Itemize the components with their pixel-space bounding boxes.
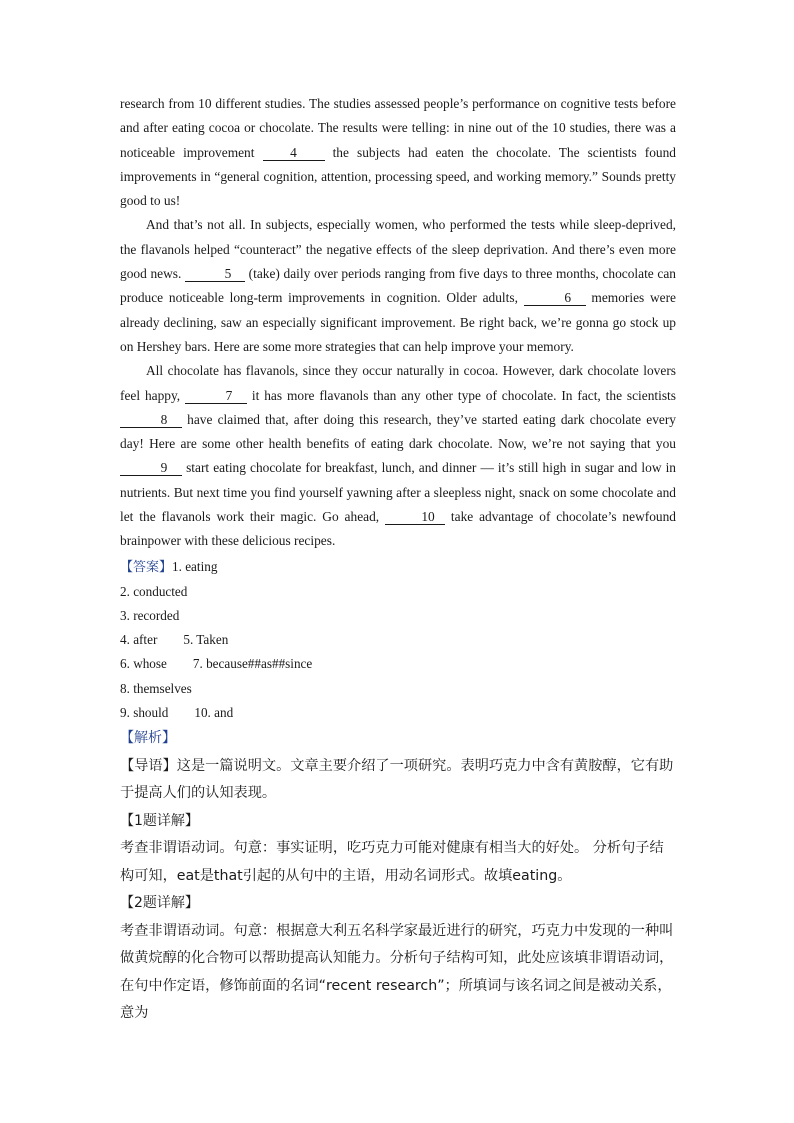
passage-text: take advantage of chocolate’s newfound brainpower with these delicious recipes. xyxy=(120,509,676,549)
blank-6: 6 xyxy=(524,290,586,306)
answer-key xyxy=(120,555,676,725)
analysis-section xyxy=(120,725,676,1028)
passage-text: have claimed that, after doing this research, they’ve started eating dark chocolate every day! Here are some other health benefits of eating dark chocolate. Now, we’re not saying that you xyxy=(120,411,676,452)
document-page xyxy=(120,92,676,1028)
blank-8: 8 xyxy=(120,412,182,428)
passage-text: And that’s not all. In subjects, especially women, who performed the tests while sleep-deprived, the flavanols helped “counteract” the negative effects of the sleep deprivation. And there’s even more good news. xyxy=(120,217,676,282)
answer-5: 5. Taken xyxy=(183,632,229,648)
answer-3: 3. recorded xyxy=(120,608,180,624)
answer-7: 7. because##as##since xyxy=(192,656,313,672)
answer-10: 10. and xyxy=(194,704,234,720)
passage-text: All chocolate has flavanols, since they occur naturally in cocoa. However, dark chocolate lovers feel happy, xyxy=(120,363,676,403)
answer-label: 【答案】 xyxy=(120,559,173,575)
blank-10: 10 xyxy=(385,509,445,525)
answer-9: 9. should xyxy=(120,704,169,720)
answer-1: 1. eating xyxy=(172,558,218,574)
cloze-passage xyxy=(120,92,676,554)
blank-7: 7 xyxy=(185,388,247,404)
passage-text: research from 10 different studies. The studies assessed people’s performance on cognitive tests before and after eating cocoa or chocolate. The results were telling: in nine out of the 10 studies, there was a noticeable improvement xyxy=(120,96,676,160)
paragraph-2 xyxy=(120,213,676,359)
passage-text: start eating chocolate for breakfast, lunch, and dinner — it’s still high in sugar and low in nutrients. But next time you find yourself yawning after a sleepless night, snack on some chocolate and let the flavanols work their magic. Go ahead, xyxy=(120,460,676,525)
blank-9: 9 xyxy=(120,460,182,476)
intro-label: 【导语】 xyxy=(120,757,177,774)
q2-heading: 【2题详解】 xyxy=(120,895,199,912)
passage-text: the subjects had eaten the chocolate. The scientists found improvements in “general cognition, attention, processing speed, and working memory.” Sounds pretty good to us! xyxy=(120,144,676,209)
intro-text: 这是一篇说明文。文章主要介绍了一项研究。表明巧克力中含有黄胺醇，它有助于提高人们的认知表现。 xyxy=(120,757,674,802)
paragraph-3 xyxy=(120,359,676,553)
q1-explanation: 考查非谓语动词。句意：事实证明，吃巧克力可能对健康有相当大的好处。 分析句子结构可知，eat是that引起的从句中的主语，用动名词形式。故填eating。 xyxy=(120,840,664,884)
paragraph-1 xyxy=(120,92,676,213)
answer-6: 6. whose xyxy=(120,656,167,672)
passage-text: memories were already declining, saw an especially significant improvement. Be right back, we’re gonna go stock up on Hershey bars. Here are some more strategies that can help improve your memory. xyxy=(120,290,676,354)
blank-4: 4 xyxy=(263,145,325,161)
intro-paragraph xyxy=(120,753,676,808)
q2-explanation: 考查非谓语动词。句意：根据意大利五名科学家最近进行的研究，巧克力中发现的一种叫做黄烷醇的化合物可以帮助提高认知能力。分析句子结构可知，此处应该填非谓语动词，在句中作定语，修饰前面的名词“recent research”；所填词与该名词之间是被动关系，意为 xyxy=(120,922,674,1022)
passage-text: (take) daily over periods ranging from five days to three months, chocolate can produce noticeable long-term improvements in cognition. Older adults, xyxy=(120,266,676,306)
answer-4: 4. after xyxy=(120,632,158,648)
answer-8: 8. themselves xyxy=(120,680,192,696)
blank-5: 5 xyxy=(185,266,245,282)
analysis-label: 【解析】 xyxy=(120,730,176,747)
passage-text: it has more flavanols than any other type of chocolate. In fact, the scientists xyxy=(247,387,676,403)
answer-2: 2. conducted xyxy=(120,583,188,599)
q1-heading: 【1题详解】 xyxy=(120,812,199,829)
